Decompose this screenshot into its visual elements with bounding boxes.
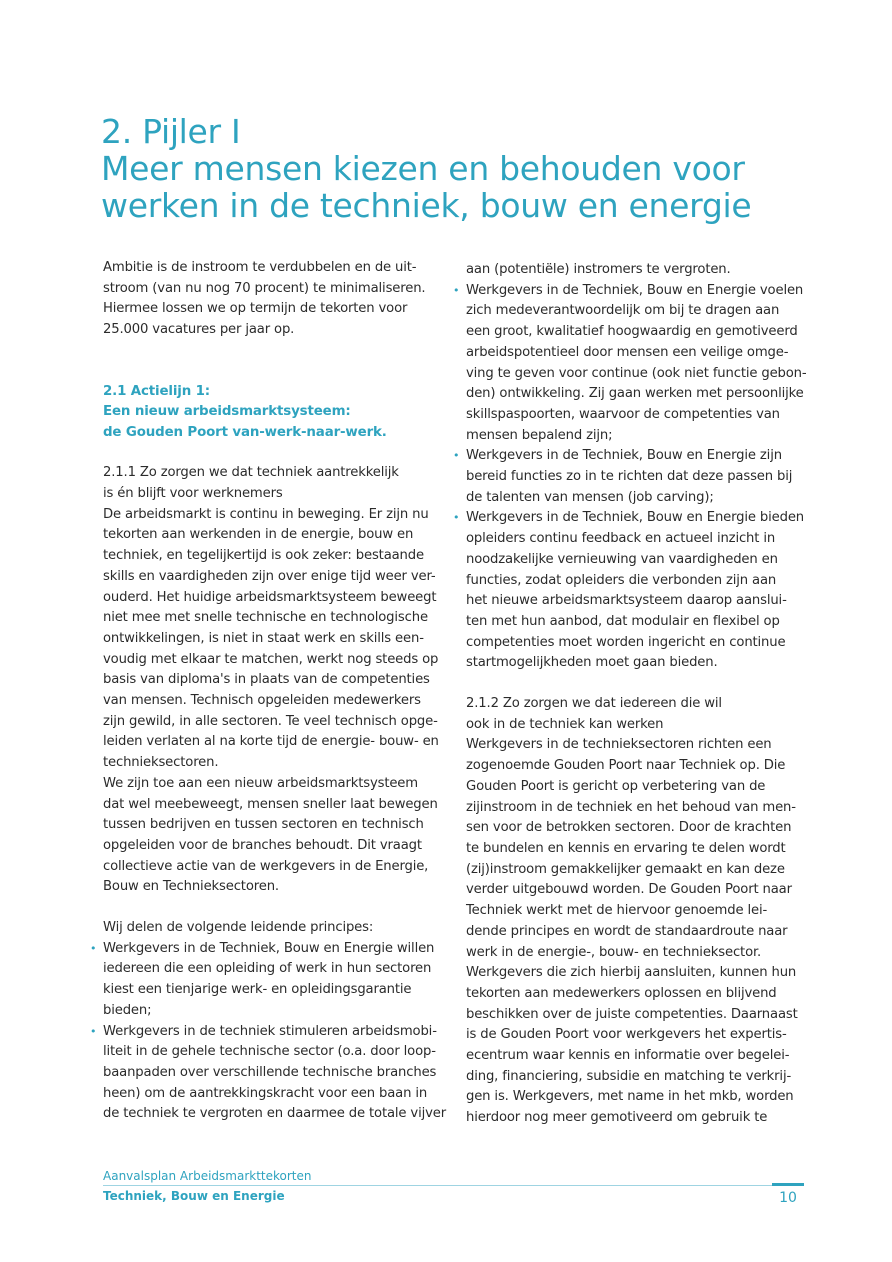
text-line: Ambitie is de instroom te verdubbelen en de uit- <box>103 260 417 275</box>
text-line: Een nieuw arbeidsmarktsysteem: <box>103 404 351 420</box>
title-line-3: werken in de techniek, bouw en energie <box>101 186 752 225</box>
text-line: gen is. Werkgevers, met name in het mkb, worden <box>466 1089 794 1105</box>
body-paragraph-1 <box>103 505 448 898</box>
text-line: techniek, en tegelijkertijd is ook zeker: bestaande <box>103 548 424 564</box>
text-line: den) ontwikkeling. Zij gaan werken met persoonlijke <box>466 386 804 402</box>
bullet-item-1 <box>90 939 448 1022</box>
text-line: kiest een tienjarige werk- en opleidingsgarantie <box>103 982 412 998</box>
text-line: heen) om de aantrekkingskracht voor een baan in <box>103 1085 428 1101</box>
text-line: Bouw en Technieksectoren. <box>103 879 279 895</box>
body-paragraph-2 <box>466 735 811 1128</box>
text-line: arbeidspotentieel door mensen een veilige omge- <box>466 344 789 360</box>
text-line: noodzakelijke vernieuwing van vaardigheden en <box>466 551 778 567</box>
text-line: zich medeverantwoordelijk om bij te dragen aan <box>466 303 780 319</box>
text-line: Werkgevers die zich hierbij aansluiten, kunnen hun <box>466 965 797 981</box>
text-line: skills en vaardigheden zijn over enige tijd weer ver- <box>103 568 436 584</box>
text-line: beschikken over de juiste competenties. Daarnaast <box>466 1006 798 1022</box>
text-line: ten met hun aanbod, dat modulair en flexibel op <box>466 613 780 629</box>
subsection-heading-2 <box>466 694 811 735</box>
text-line: zijn gewild, in alle sectoren. Te veel technisch opge- <box>103 713 438 729</box>
text-line: ecentrum waar kennis en informatie over begelei- <box>466 1048 790 1064</box>
text-line: verder uitgebouwd worden. De Gouden Poort naar <box>466 882 792 898</box>
text-line: startmogelijkheden moet gaan bieden. <box>466 655 718 671</box>
text-line: baanpaden over verschillende technische branches <box>103 1065 437 1080</box>
text-line: tekorten aan medewerkers oplossen en blijvend <box>466 985 777 1001</box>
bullet-item-4 <box>453 446 811 508</box>
text-line: collectieve actie van de werkgevers in de Energie, <box>103 858 429 874</box>
bullet-icon: • <box>453 511 460 525</box>
text-line: 2.1.2 Zo zorgen we dat iedereen die wil <box>466 696 722 712</box>
text-line: 2.1.1 Zo zorgen we dat techniek aantrekkelijk <box>103 465 399 481</box>
text-line: 25.000 vacatures per jaar op. <box>103 322 295 338</box>
text-line: tekorten aan werkenden in de energie, bouw en <box>103 527 414 543</box>
text-line: van mensen. Technisch opgeleiden medewerkers <box>103 693 421 709</box>
text-line: Werkgevers in de Techniek, Bouw en Energie voelen <box>466 282 804 298</box>
bullet-text <box>466 508 811 674</box>
text-line: skillspaspoorten, waarvoor de competenties van <box>466 406 780 422</box>
section-heading <box>103 382 448 444</box>
text-line: (zij)instroom gemakkelijker gemaakt en kan deze <box>466 861 785 877</box>
text-line: iedereen die een opleiding of werk in hun sectoren <box>103 961 432 977</box>
bullet-item-5 <box>453 508 811 674</box>
text-line: ding, financiering, subsidie en matching te verkrij- <box>466 1068 792 1084</box>
text-line: niet mee met snelle technische en technologische <box>103 610 428 626</box>
text-line: liteit in de gehele technische sector (o.a. door loop- <box>103 1044 436 1060</box>
bullet-continuation: aan (potentiële) instromers te vergroten. <box>466 262 731 277</box>
bullet-item-2 <box>90 1022 448 1126</box>
footer-divider <box>103 1185 803 1186</box>
bullet-text <box>466 446 811 508</box>
intro-paragraph <box>103 258 448 341</box>
text-line: 2.1 Actielijn 1: <box>103 383 210 399</box>
left-column <box>90 258 448 1125</box>
text-line: is de Gouden Poort voor werkgevers het expertis- <box>466 1027 787 1043</box>
footer-subtitle: Techniek, Bouw en Energie <box>103 1189 285 1203</box>
text-line: leiden verlaten al na korte tijd de energie- bouw- en <box>103 734 439 750</box>
text-line: dende principes en wordt de standaardroute naar <box>466 923 788 939</box>
text-line: bieden; <box>103 1002 152 1018</box>
bullet-icon: • <box>90 1024 97 1038</box>
text-line: opgeleiden voor de branches behoudt. Dit vraagt <box>103 837 422 853</box>
text-line: een groot, kwalitatief hoogwaardig en gemotiveerd <box>466 324 798 340</box>
text-line: De arbeidsmarkt is continu in beweging. Er zijn nu <box>103 506 429 522</box>
bullet-icon: • <box>453 283 460 297</box>
text-line: We zijn toe aan een nieuw arbeidsmarktsysteem <box>103 775 418 791</box>
text-line: Gouden Poort is gericht op verbetering van de <box>466 778 766 794</box>
text-line: werk in de energie-, bouw- en technieksector. <box>466 944 762 960</box>
text-line: het nieuwe arbeidsmarktsysteem daarop aanslui- <box>466 593 787 609</box>
text-line: dat wel meebeweegt, mensen sneller laat bewegen <box>103 796 438 812</box>
title-line-1: 2. Pijler I <box>101 112 241 151</box>
bullet-text <box>466 281 811 447</box>
text-line: Werkgevers in de technieksectoren richten een <box>466 737 772 753</box>
text-line: sen voor de betrokken sectoren. Door de krachten <box>466 820 792 836</box>
text-line: Werkgevers in de Techniek, Bouw en Energie bieden <box>466 510 804 526</box>
text-line: hierdoor nog meer gemotiveerd om gebruik te <box>466 1110 768 1126</box>
footer-title: Aanvalsplan Arbeidsmarkttekorten <box>103 1169 312 1183</box>
text-line: te bundelen en kennis en ervaring te delen wordt <box>466 840 786 856</box>
text-line: basis van diploma's in plaats van de competenties <box>103 672 430 688</box>
text-line: de talenten van mensen (job carving); <box>466 489 714 505</box>
bullet-icon: • <box>90 941 97 955</box>
bullet-icon: • <box>453 449 460 463</box>
text-line: Werkgevers in de Techniek, Bouw en Energie willen <box>103 940 435 956</box>
text-line: Werkgevers in de Techniek, Bouw en Energie zijn <box>466 448 782 464</box>
text-line: functies, zodat opleiders die verbonden zijn aan <box>466 572 777 588</box>
text-line: ving te geven voor continue (ook niet functie gebon- <box>466 365 807 381</box>
text-line: de techniek te vergroten en daarmee de totale vijver <box>103 1106 446 1122</box>
text-line: tussen bedrijven en tussen sectoren en technisch <box>103 817 424 833</box>
text-line: zijinstroom in de techniek en het behoud van men- <box>466 799 796 815</box>
bullet-item-3 <box>453 281 811 447</box>
text-line: de Gouden Poort van-werk-naar-werk. <box>103 424 387 440</box>
page-number-bar <box>772 1183 804 1186</box>
text-line: Hiermee lossen we op termijn de tekorten voor <box>103 301 408 317</box>
text-line: is én blijft voor werknemers <box>103 486 283 502</box>
text-line: ook in de techniek kan werken <box>466 716 664 732</box>
text-line: stroom (van nu nog 70 procent) te minimaliseren. <box>103 280 426 296</box>
text-line: ouderd. Het huidige arbeidsmarktsysteem beweegt <box>103 589 437 605</box>
text-line: ontwikkelingen, is niet in staat werk en skills een- <box>103 630 424 646</box>
text-line: technieksectoren. <box>103 755 219 771</box>
title-line-2: Meer mensen kiezen en behouden voor <box>101 149 745 188</box>
text-line: zogenoemde Gouden Poort naar Techniek op. Die <box>466 758 786 774</box>
text-line: competenties moet worden ingericht en continue <box>466 634 786 650</box>
subsection-heading-1 <box>103 463 448 504</box>
principles-intro: Wij delen de volgende leidende principes: <box>103 920 374 936</box>
text-line: opleiders continu feedback en actueel inzicht in <box>466 531 776 547</box>
right-column <box>453 260 811 1129</box>
text-line: bereid functies zo in te richten dat deze passen bij <box>466 469 793 485</box>
bullet-text <box>103 1022 448 1126</box>
text-line: mensen bepalend zijn; <box>466 427 613 443</box>
page-number: 10 <box>779 1190 797 1206</box>
page-title <box>101 113 801 224</box>
bullet-text <box>103 939 448 1022</box>
text-line: voudig met elkaar te matchen, werkt nog steeds op <box>103 651 439 667</box>
text-line: Techniek werkt met de hiervoor genoemde lei- <box>466 903 768 919</box>
text-line: Werkgevers in de techniek stimuleren arbeidsmobi- <box>103 1023 437 1039</box>
